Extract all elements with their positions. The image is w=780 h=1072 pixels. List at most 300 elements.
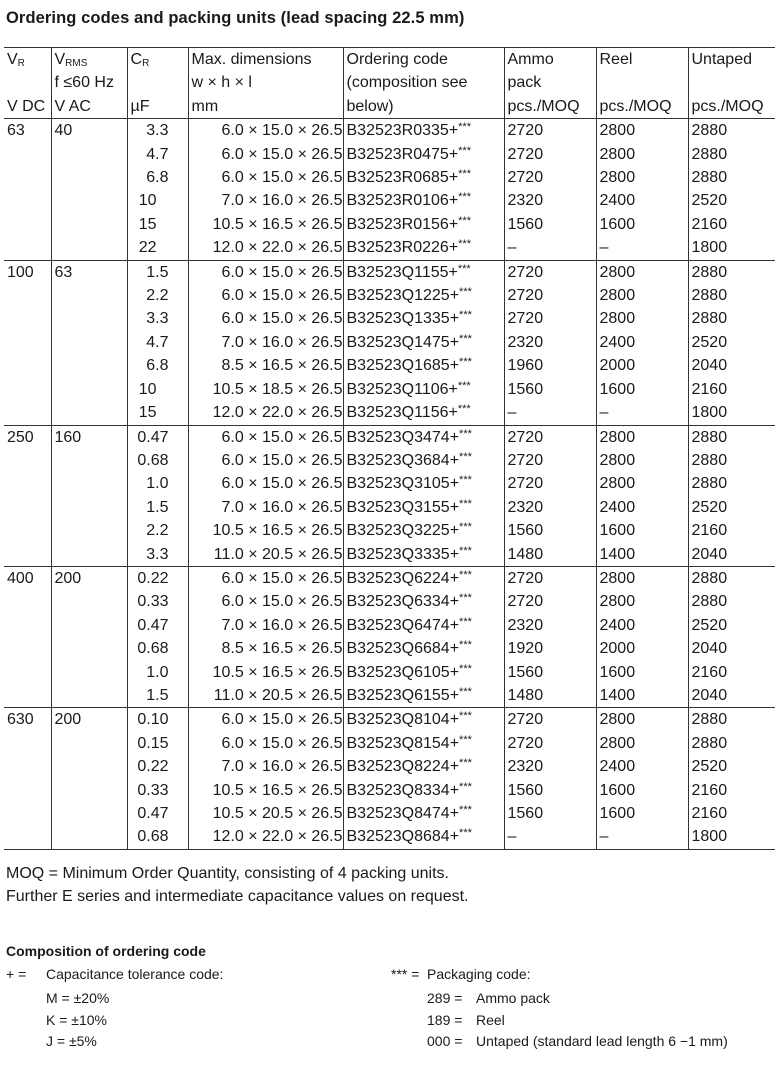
header-vrms-freq: f ≤60 Hz (51, 71, 127, 94)
cell-reel: 2800 (596, 260, 688, 284)
cell-dimensions: 12.0 × 22.0 × 26.5 (188, 401, 343, 425)
cell-ordering-code (343, 661, 504, 684)
cell-ordering-code (343, 260, 504, 284)
cell-dimensions: 11.0 × 20.5 × 26.5 (188, 543, 343, 567)
cell-vrms (51, 236, 127, 260)
cell-untaped: 2160 (688, 519, 775, 542)
header-row-3 (4, 95, 775, 119)
ordering-code-text: B32523Q3335+ (346, 545, 460, 563)
cell-vrms (51, 825, 127, 849)
cell-reel: 2800 (596, 307, 688, 330)
cell-ordering-code (343, 732, 504, 755)
cell-vrms (51, 378, 127, 401)
capacitance-value: 0.68 (137, 640, 169, 658)
cell-vr (4, 684, 51, 708)
cell-ordering-code (343, 189, 504, 212)
cell-vr (4, 779, 51, 802)
cell-vr: 100 (4, 260, 51, 284)
cell-untaped: 2160 (688, 661, 775, 684)
capacitance-value: 3.3 (146, 545, 169, 563)
cell-vr (4, 449, 51, 472)
cell-untaped: 2880 (688, 119, 775, 143)
capacitance-value: 3.3 (146, 122, 169, 140)
cell-ammo: 2720 (504, 425, 596, 449)
cell-ammo: 2720 (504, 119, 596, 143)
packaging-code-suffix: *** (458, 214, 471, 227)
cell-ammo: 2320 (504, 496, 596, 519)
cell-ammo: 2720 (504, 590, 596, 613)
cell-cr (127, 401, 188, 425)
cell-ordering-code (343, 496, 504, 519)
capacitance-value: 0.15 (137, 734, 169, 752)
header-vrms-unit: V AC (51, 95, 127, 119)
cell-dimensions: 6.0 × 15.0 × 26.5 (188, 708, 343, 732)
capacitance-value: 1.5 (146, 686, 169, 704)
packaging-code-suffix: *** (457, 403, 471, 416)
tolerance-label: Capacitance tolerance code: (46, 966, 224, 982)
table-row (4, 143, 775, 166)
packaging-code: 289 = (427, 990, 463, 1006)
cell-vr (4, 189, 51, 212)
cell-reel: 1600 (596, 519, 688, 542)
cell-untaped: 2160 (688, 802, 775, 825)
ordering-code-text: B32523Q1475+ (346, 333, 460, 351)
cell-ammo: 1480 (504, 543, 596, 567)
cell-dimensions: 10.5 × 16.5 × 26.5 (188, 661, 343, 684)
cell-cr (127, 331, 188, 354)
cell-untaped: 2040 (688, 684, 775, 708)
cell-dimensions: 7.0 × 16.0 × 26.5 (188, 755, 343, 778)
cell-cr (127, 566, 188, 590)
header-reel: Reel (596, 48, 688, 72)
cell-ammo: 2720 (504, 732, 596, 755)
ordering-code-text: B32523Q3155+ (346, 498, 460, 516)
table-row (4, 684, 775, 708)
header-code-note: (composition see (343, 71, 504, 94)
cell-reel: 2000 (596, 637, 688, 660)
table-row (4, 755, 775, 778)
cell-reel: 2800 (596, 449, 688, 472)
cell-ordering-code (343, 684, 504, 708)
header-dims-wxhxl: w × h × l (188, 71, 343, 94)
cell-reel: 1400 (596, 543, 688, 567)
cell-vrms (51, 189, 127, 212)
ordering-code-text: B32523Q1106+ (346, 380, 458, 398)
cell-ammo: 2720 (504, 307, 596, 330)
cell-vr (4, 637, 51, 660)
cell-dimensions: 10.5 × 16.5 × 26.5 (188, 779, 343, 802)
cell-cr (127, 637, 188, 660)
table-row (4, 189, 775, 212)
header-cr: $C_R$ (127, 48, 188, 72)
cell-reel: 2800 (596, 732, 688, 755)
capacitance-value: 0.47 (137, 805, 169, 822)
packaging-code-suffix: *** (458, 121, 471, 134)
cell-vrms (51, 143, 127, 166)
cell-vrms: 200 (51, 566, 127, 590)
cell-reel: 2000 (596, 354, 688, 377)
cell-ammo: 1480 (504, 684, 596, 708)
cell-ammo: 2720 (504, 284, 596, 307)
cell-cr (127, 802, 188, 825)
cell-vr (4, 166, 51, 189)
packaging-desc: Untaped (standard lead length 6 −1 mm) (476, 1033, 728, 1049)
cell-dimensions: 7.0 × 16.0 × 26.5 (188, 614, 343, 637)
cell-ordering-code (343, 331, 504, 354)
cell-cr (127, 472, 188, 495)
ordering-code-text: B32523Q8334+ (346, 781, 460, 799)
cell-ordering-code (343, 519, 504, 542)
cell-ammo: 2320 (504, 755, 596, 778)
capacitance-value: 0.68 (137, 828, 169, 846)
cell-cr (127, 307, 188, 330)
packaging-code-suffix: *** (457, 262, 471, 275)
cell-cr (127, 425, 188, 449)
cell-ammo: 1920 (504, 637, 596, 660)
cell-ammo: 2720 (504, 708, 596, 732)
ordering-code-text: B32523Q1155+ (346, 263, 458, 281)
capacitance-value: 0.47 (137, 428, 169, 446)
cell-reel: – (596, 236, 688, 260)
cell-ordering-code (343, 825, 504, 849)
ordering-code-text: B32523R0685+ (346, 169, 459, 187)
cell-reel: 2400 (596, 189, 688, 212)
cell-vr (4, 236, 51, 260)
cell-dimensions: 8.5 × 16.5 × 26.5 (188, 354, 343, 377)
cell-dimensions: 6.0 × 15.0 × 26.5 (188, 566, 343, 590)
packaging-code-suffix: *** (459, 286, 472, 299)
cell-cr (127, 260, 188, 284)
cell-ammo: 1560 (504, 779, 596, 802)
capacitance-value: 4.7 (146, 145, 169, 163)
table-row (4, 566, 775, 590)
header-ammo-unit: pcs./MOQ (504, 95, 596, 119)
table-row (4, 449, 775, 472)
cell-reel: 2400 (596, 755, 688, 778)
cell-vrms (51, 802, 127, 825)
cell-untaped: 2880 (688, 449, 775, 472)
cell-untaped: 2880 (688, 708, 775, 732)
cell-vr (4, 496, 51, 519)
ordering-code-text: B32523Q6224+ (346, 569, 460, 587)
cell-ordering-code (343, 543, 504, 567)
cell-reel: 1600 (596, 378, 688, 401)
cell-vr (4, 755, 51, 778)
cell-vr (4, 543, 51, 567)
cell-cr (127, 661, 188, 684)
cell-untaped: 2520 (688, 496, 775, 519)
packaging-code-suffix: *** (459, 615, 472, 628)
ordering-code-text: B32523Q1225+ (346, 287, 460, 305)
cell-dimensions: 6.0 × 15.0 × 26.5 (188, 119, 343, 143)
cell-ammo: 2720 (504, 566, 596, 590)
cell-ordering-code (343, 449, 504, 472)
cell-dimensions: 6.0 × 15.0 × 26.5 (188, 284, 343, 307)
cell-vrms (51, 284, 127, 307)
cell-untaped: 2520 (688, 755, 775, 778)
cell-untaped: 2880 (688, 732, 775, 755)
cell-ammo: 2720 (504, 166, 596, 189)
cell-vr: 630 (4, 708, 51, 732)
cell-vr (4, 143, 51, 166)
packaging-code-suffix: *** (458, 238, 471, 251)
packaging-code-suffix: *** (458, 168, 471, 181)
cell-vr (4, 661, 51, 684)
cell-cr (127, 825, 188, 849)
cell-cr (127, 732, 188, 755)
packaging-code-suffix: *** (458, 191, 471, 204)
cell-ammo: 2720 (504, 449, 596, 472)
cell-ammo: 2720 (504, 260, 596, 284)
cell-dimensions: 10.5 × 16.5 × 26.5 (188, 213, 343, 236)
packaging-code-suffix: *** (459, 521, 472, 534)
packaging-code-suffix: *** (459, 662, 472, 675)
table-row (4, 472, 775, 495)
table-row (4, 661, 775, 684)
cell-ammo: – (504, 236, 596, 260)
cell-reel: 2800 (596, 590, 688, 613)
cell-ordering-code (343, 779, 504, 802)
cell-vr (4, 307, 51, 330)
cell-cr (127, 684, 188, 708)
cell-vr (4, 472, 51, 495)
cell-cr (127, 354, 188, 377)
ordering-code-text: B32523Q8474+ (346, 805, 460, 822)
cell-vr (4, 519, 51, 542)
ordering-code-text: B32523Q8684+ (346, 828, 460, 846)
table-row (4, 307, 775, 330)
cell-ammo: 1560 (504, 519, 596, 542)
packaging-code-suffix: *** (459, 450, 472, 463)
cell-vrms (51, 401, 127, 425)
cell-ammo: 2720 (504, 472, 596, 495)
packaging-code-suffix: *** (459, 804, 472, 816)
cell-vrms (51, 331, 127, 354)
cell-untaped: 1800 (688, 401, 775, 425)
table-row (4, 637, 775, 660)
cell-dimensions: 12.0 × 22.0 × 26.5 (188, 825, 343, 849)
table-row (4, 354, 775, 377)
packaging-code-suffix: *** (459, 497, 472, 510)
cell-dimensions: 10.5 × 18.5 × 26.5 (188, 378, 343, 401)
table-row (4, 260, 775, 284)
cell-ammo: – (504, 401, 596, 425)
packaging-code: 189 = (427, 1012, 463, 1028)
packaging-desc: Ammo pack (476, 990, 550, 1006)
packaging-desc: Reel (476, 1012, 505, 1028)
cell-dimensions: 10.5 × 20.5 × 26.5 (188, 802, 343, 825)
cell-cr (127, 519, 188, 542)
cell-ammo: 1560 (504, 661, 596, 684)
cell-ammo: 1560 (504, 802, 596, 825)
cell-vrms (51, 307, 127, 330)
cell-vrms (51, 496, 127, 519)
header-untaped-unit: pcs./MOQ (688, 95, 775, 119)
cell-reel: 2800 (596, 284, 688, 307)
ordering-code-text: B32523R0226+ (346, 239, 459, 257)
table-row (4, 519, 775, 542)
capacitance-value: 4.7 (146, 333, 169, 351)
cell-ammo: 1560 (504, 378, 596, 401)
header-vrms: $V_{RMS}$ (51, 48, 127, 72)
packaging-code-suffix: *** (459, 427, 472, 440)
cell-dimensions: 6.0 × 15.0 × 26.5 (188, 307, 343, 330)
table-row (4, 825, 775, 849)
ordering-code-text: B32523Q3684+ (346, 451, 460, 469)
cell-cr (127, 143, 188, 166)
ordering-code-text: B32523R0475+ (346, 145, 459, 163)
cell-dimensions: 6.0 × 15.0 × 26.5 (188, 166, 343, 189)
header-reel-unit: pcs./MOQ (596, 95, 688, 119)
cell-ordering-code (343, 143, 504, 166)
cell-ordering-code (343, 425, 504, 449)
cell-dimensions: 6.0 × 15.0 × 26.5 (188, 449, 343, 472)
ordering-code-text: B32523Q6684+ (346, 640, 460, 658)
capacitance-value: 3.3 (146, 310, 169, 328)
cell-cr (127, 213, 188, 236)
table-row (4, 425, 775, 449)
cell-ammo: 2320 (504, 331, 596, 354)
cell-untaped: 2040 (688, 543, 775, 567)
cell-dimensions: 6.0 × 15.0 × 26.5 (188, 590, 343, 613)
cell-reel: 2400 (596, 496, 688, 519)
cell-reel: 2800 (596, 166, 688, 189)
header-untaped: Untaped (688, 48, 775, 72)
ordering-code-text: B32523Q8224+ (346, 758, 460, 776)
table-body (4, 119, 775, 850)
cell-vrms (51, 590, 127, 613)
cell-dimensions: 7.0 × 16.0 × 26.5 (188, 189, 343, 212)
cell-vrms (51, 543, 127, 567)
capacitance-value: 22 (138, 239, 157, 257)
cell-dimensions: 7.0 × 16.0 × 26.5 (188, 496, 343, 519)
ordering-code-text: B32523Q6474+ (346, 616, 460, 634)
cell-ordering-code (343, 708, 504, 732)
cell-untaped: 2880 (688, 260, 775, 284)
header-code-note-2: below) (343, 95, 504, 119)
cell-cr (127, 496, 188, 519)
header-ammo: Ammo (504, 48, 596, 72)
cell-ammo: 1560 (504, 213, 596, 236)
ordering-codes-table (4, 47, 775, 850)
packaging-code-suffix: *** (459, 757, 472, 770)
cell-vrms: 160 (51, 425, 127, 449)
cell-ammo: 1960 (504, 354, 596, 377)
capacitance-value: 1.0 (146, 475, 169, 493)
capacitance-value: 1.5 (146, 263, 169, 281)
cell-reel: 1600 (596, 661, 688, 684)
header-cr-unit: µF (127, 95, 188, 119)
cell-ordering-code (343, 802, 504, 825)
cell-dimensions: 12.0 × 22.0 × 26.5 (188, 236, 343, 260)
cell-vrms (51, 519, 127, 542)
cell-dimensions: 11.0 × 20.5 × 26.5 (188, 684, 343, 708)
cell-ordering-code (343, 755, 504, 778)
cell-ordering-code (343, 566, 504, 590)
cell-ordering-code (343, 236, 504, 260)
ordering-code-text: B32523Q1685+ (346, 357, 460, 375)
packaging-code-suffix: *** (459, 568, 472, 581)
cell-cr (127, 755, 188, 778)
cell-ordering-code (343, 354, 504, 377)
cell-vr (4, 354, 51, 377)
packaging-code-suffix: *** (459, 309, 472, 322)
cell-reel: 2400 (596, 614, 688, 637)
capacitance-value: 2.2 (146, 287, 169, 305)
cell-ammo: 2720 (504, 143, 596, 166)
cell-cr (127, 449, 188, 472)
cell-vr (4, 378, 51, 401)
cell-vr (4, 825, 51, 849)
cell-untaped: 2880 (688, 166, 775, 189)
table-row (4, 331, 775, 354)
table-row (4, 614, 775, 637)
cell-vrms (51, 166, 127, 189)
cell-untaped: 2880 (688, 425, 775, 449)
capacitance-value: 6.8 (146, 357, 169, 375)
tolerance-symbol: + = (6, 966, 27, 982)
cell-dimensions: 6.0 × 15.0 × 26.5 (188, 732, 343, 755)
capacitance-value: 1.5 (146, 498, 169, 516)
cell-reel: 2800 (596, 119, 688, 143)
cell-ordering-code (343, 284, 504, 307)
cell-vr (4, 284, 51, 307)
cell-vrms (51, 472, 127, 495)
tolerance-item: K = ±10% (46, 1012, 107, 1028)
capacitance-value: 0.22 (137, 758, 169, 776)
capacitance-value: 10 (138, 380, 157, 398)
cell-dimensions: 10.5 × 16.5 × 26.5 (188, 519, 343, 542)
table-row (4, 496, 775, 519)
cell-untaped: 2880 (688, 566, 775, 590)
ordering-code-text: B32523R0156+ (346, 215, 459, 233)
cell-reel: 2800 (596, 566, 688, 590)
capacitance-value: 1.0 (146, 663, 169, 681)
cell-vrms (51, 354, 127, 377)
cell-cr (127, 284, 188, 307)
packaging-code-suffix: *** (459, 332, 472, 345)
cell-ordering-code (343, 213, 504, 236)
cell-reel: 2800 (596, 143, 688, 166)
cell-vr (4, 331, 51, 354)
cell-cr (127, 543, 188, 567)
cell-reel: 2400 (596, 331, 688, 354)
ordering-code-text: B32523Q8154+ (346, 734, 460, 752)
cell-vrms (51, 661, 127, 684)
cell-untaped: 2880 (688, 472, 775, 495)
capacitance-value: 0.47 (137, 616, 169, 634)
note-moq: MOQ = Minimum Order Quantity, consisting of 4 packing units. (6, 865, 449, 882)
ordering-code-text: B32523Q6155+ (346, 686, 460, 704)
cell-ordering-code (343, 614, 504, 637)
cell-ordering-code (343, 307, 504, 330)
cell-vrms (51, 213, 127, 236)
cell-vr (4, 213, 51, 236)
capacitance-value: 10 (138, 192, 157, 210)
cell-vrms (51, 449, 127, 472)
packaging-code-suffix: *** (459, 685, 472, 698)
table-row (4, 213, 775, 236)
cell-vr (4, 732, 51, 755)
cell-cr (127, 166, 188, 189)
cell-vrms (51, 684, 127, 708)
cell-untaped: 2520 (688, 331, 775, 354)
tolerance-item: M = ±20% (46, 990, 110, 1006)
table-row (4, 590, 775, 613)
table-row (4, 119, 775, 143)
cell-reel: – (596, 825, 688, 849)
cell-cr (127, 236, 188, 260)
